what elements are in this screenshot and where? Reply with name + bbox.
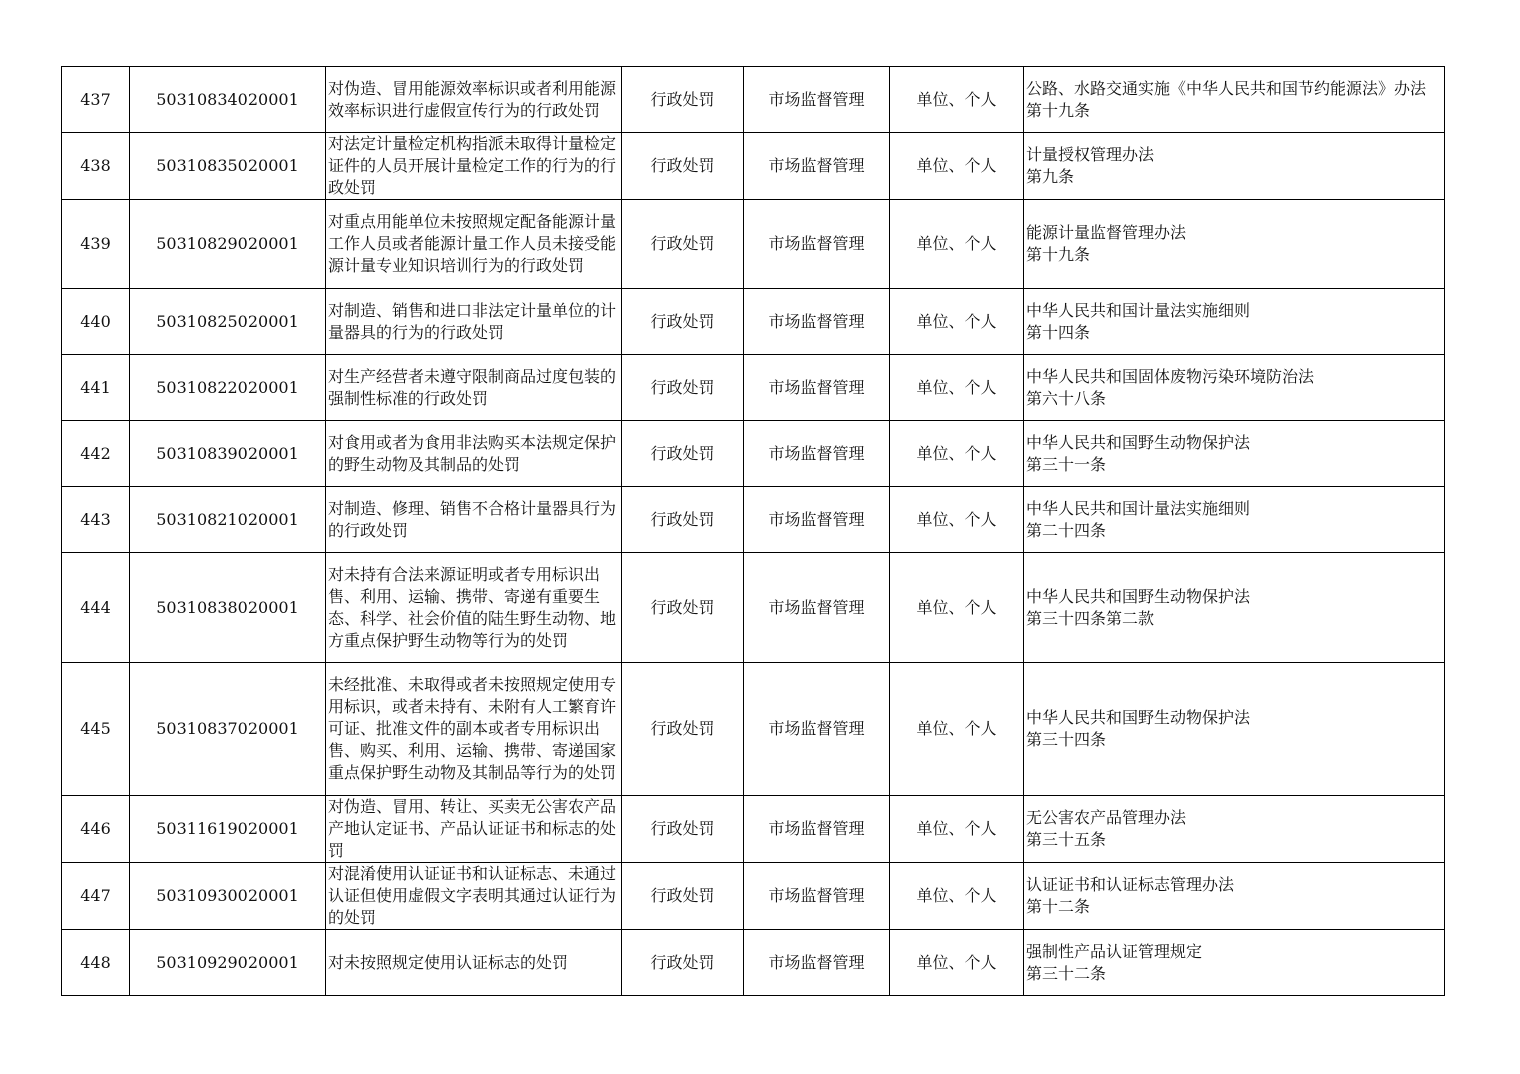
law-name: 中华人民共和国野生动物保护法 xyxy=(1026,586,1251,606)
item-name: 对法定计量检定机构指派未取得计量检定证件的人员开展计量检定工作的行为的行政处罚 xyxy=(326,133,622,200)
legal-basis xyxy=(1024,200,1445,289)
legal-basis xyxy=(1024,67,1445,133)
target-object: 单位、个人 xyxy=(890,487,1024,553)
legal-basis xyxy=(1024,487,1445,553)
item-code: 50310837020001 xyxy=(130,663,326,796)
row-number: 447 xyxy=(62,863,130,930)
department: 市场监督管理 xyxy=(744,663,890,796)
department: 市场监督管理 xyxy=(744,67,890,133)
item-name: 对生产经营者未遵守限制商品过度包装的强制性标准的行政处罚 xyxy=(326,355,622,421)
law-article: 第六十八条 xyxy=(1026,388,1107,408)
target-object: 单位、个人 xyxy=(890,421,1024,487)
item-name: 对伪造、冒用、转让、买卖无公害农产品产地认定证书、产品认证证书和标志的处罚 xyxy=(326,796,622,863)
law-name: 强制性产品认证管理规定 xyxy=(1026,941,1203,961)
legal-basis xyxy=(1024,863,1445,930)
power-type: 行政处罚 xyxy=(622,930,744,996)
law-name: 能源计量监督管理办法 xyxy=(1026,223,1187,242)
department: 市场监督管理 xyxy=(744,355,890,421)
item-code: 50310835020001 xyxy=(130,133,326,200)
law-article: 第九条 xyxy=(1026,167,1075,186)
table-row xyxy=(62,796,1445,863)
law-article: 第三十五条 xyxy=(1026,830,1107,849)
law-article: 第十二条 xyxy=(1026,897,1091,916)
law-article: 第二十四条 xyxy=(1026,520,1107,540)
power-type: 行政处罚 xyxy=(622,133,744,200)
law-article: 第三十二条 xyxy=(1026,963,1107,983)
target-object: 单位、个人 xyxy=(890,796,1024,863)
power-type: 行政处罚 xyxy=(622,67,744,133)
law-name: 中华人民共和国计量法实施细则 xyxy=(1026,300,1251,320)
table-row xyxy=(62,200,1445,289)
item-code: 50310834020001 xyxy=(130,67,326,133)
department: 市场监督管理 xyxy=(744,487,890,553)
item-code: 50310829020001 xyxy=(130,200,326,289)
law-name: 中华人民共和国固体废物污染环境防治法 xyxy=(1026,366,1315,386)
power-type: 行政处罚 xyxy=(622,421,744,487)
row-number: 441 xyxy=(62,355,130,421)
row-number: 437 xyxy=(62,67,130,133)
law-article: 第三十一条 xyxy=(1026,454,1107,474)
row-number: 442 xyxy=(62,421,130,487)
target-object: 单位、个人 xyxy=(890,289,1024,355)
table-row xyxy=(62,67,1445,133)
target-object: 单位、个人 xyxy=(890,663,1024,796)
power-type: 行政处罚 xyxy=(622,487,744,553)
law-name: 中华人民共和国野生动物保护法 xyxy=(1026,432,1251,452)
table-row xyxy=(62,863,1445,930)
item-code: 50310822020001 xyxy=(130,355,326,421)
item-name: 对食用或者为食用非法购买本法规定保护的野生动物及其制品的处罚 xyxy=(326,421,622,487)
table-row xyxy=(62,421,1445,487)
row-number: 439 xyxy=(62,200,130,289)
law-article: 第三十四条 xyxy=(1026,730,1107,749)
item-name: 对混淆使用认证证书和认证标志、未通过认证但使用虚假文字表明其通过认证行为的处罚 xyxy=(326,863,622,930)
legal-basis xyxy=(1024,289,1445,355)
power-type: 行政处罚 xyxy=(622,355,744,421)
legal-basis xyxy=(1024,421,1445,487)
power-type: 行政处罚 xyxy=(622,553,744,663)
item-name: 对制造、修理、销售不合格计量器具行为的行政处罚 xyxy=(326,487,622,553)
department: 市场监督管理 xyxy=(744,289,890,355)
item-code: 50310839020001 xyxy=(130,421,326,487)
power-type: 行政处罚 xyxy=(622,289,744,355)
target-object: 单位、个人 xyxy=(890,355,1024,421)
item-code: 50311619020001 xyxy=(130,796,326,863)
law-name: 公路、水路交通实施《中华人民共和国节约能源法》办法 xyxy=(1026,78,1427,98)
law-name: 无公害农产品管理办法 xyxy=(1026,808,1187,827)
law-article: 第三十四条第二款 xyxy=(1026,608,1155,628)
department: 市场监督管理 xyxy=(744,930,890,996)
item-name: 对伪造、冒用能源效率标识或者利用能源效率标识进行虚假宣传行为的行政处罚 xyxy=(326,67,622,133)
target-object: 单位、个人 xyxy=(890,930,1024,996)
target-object: 单位、个人 xyxy=(890,67,1024,133)
legal-basis xyxy=(1024,930,1445,996)
law-article: 第十九条 xyxy=(1026,100,1091,120)
target-object: 单位、个人 xyxy=(890,863,1024,930)
legal-basis xyxy=(1024,796,1445,863)
legal-basis xyxy=(1024,355,1445,421)
table-row xyxy=(62,355,1445,421)
row-number: 438 xyxy=(62,133,130,200)
legal-basis xyxy=(1024,133,1445,200)
item-name: 未经批准、未取得或者未按照规定使用专用标识，或者未持有、未附有人工繁育许可证、批准文件的副本或者专用标识出售、购买、利用、运输、携带、寄递国家重点保护野生动物及其制品等行为的处罚 xyxy=(326,663,622,796)
legal-basis xyxy=(1024,663,1445,796)
power-type: 行政处罚 xyxy=(622,663,744,796)
row-number: 448 xyxy=(62,930,130,996)
item-name: 对未持有合法来源证明或者专用标识出售、利用、运输、携带、寄递有重要生态、科学、社会价值的陆生野生动物、地方重点保护野生动物等行为的处罚 xyxy=(326,553,622,663)
law-article: 第十九条 xyxy=(1026,245,1091,264)
table-row xyxy=(62,289,1445,355)
table-row xyxy=(62,663,1445,796)
row-number: 443 xyxy=(62,487,130,553)
item-code: 50310825020001 xyxy=(130,289,326,355)
law-name: 中华人民共和国计量法实施细则 xyxy=(1026,498,1251,518)
department: 市场监督管理 xyxy=(744,863,890,930)
target-object: 单位、个人 xyxy=(890,133,1024,200)
item-code: 50310821020001 xyxy=(130,487,326,553)
department: 市场监督管理 xyxy=(744,200,890,289)
power-list-table xyxy=(61,66,1445,996)
item-name: 对制造、销售和进口非法定计量单位的计量器具的行为的行政处罚 xyxy=(326,289,622,355)
department: 市场监督管理 xyxy=(744,133,890,200)
target-object: 单位、个人 xyxy=(890,200,1024,289)
item-code: 50310929020001 xyxy=(130,930,326,996)
table-row xyxy=(62,930,1445,996)
row-number: 445 xyxy=(62,663,130,796)
department: 市场监督管理 xyxy=(744,796,890,863)
law-name: 认证证书和认证标志管理办法 xyxy=(1026,875,1235,894)
item-code: 50310930020001 xyxy=(130,863,326,930)
row-number: 444 xyxy=(62,553,130,663)
law-name: 计量授权管理办法 xyxy=(1026,145,1155,164)
target-object: 单位、个人 xyxy=(890,553,1024,663)
row-number: 446 xyxy=(62,796,130,863)
table-row xyxy=(62,553,1445,663)
legal-basis xyxy=(1024,553,1445,663)
item-name: 对重点用能单位未按照规定配备能源计量工作人员或者能源计量工作人员未接受能源计量专业知识培训行为的行政处罚 xyxy=(326,200,622,289)
power-type: 行政处罚 xyxy=(622,863,744,930)
law-article: 第十四条 xyxy=(1026,322,1091,342)
table-row xyxy=(62,487,1445,553)
department: 市场监督管理 xyxy=(744,553,890,663)
item-name: 对未按照规定使用认证标志的处罚 xyxy=(326,930,622,996)
row-number: 440 xyxy=(62,289,130,355)
law-name: 中华人民共和国野生动物保护法 xyxy=(1026,708,1251,727)
power-type: 行政处罚 xyxy=(622,200,744,289)
table-row xyxy=(62,133,1445,200)
department: 市场监督管理 xyxy=(744,421,890,487)
power-type: 行政处罚 xyxy=(622,796,744,863)
item-code: 50310838020001 xyxy=(130,553,326,663)
